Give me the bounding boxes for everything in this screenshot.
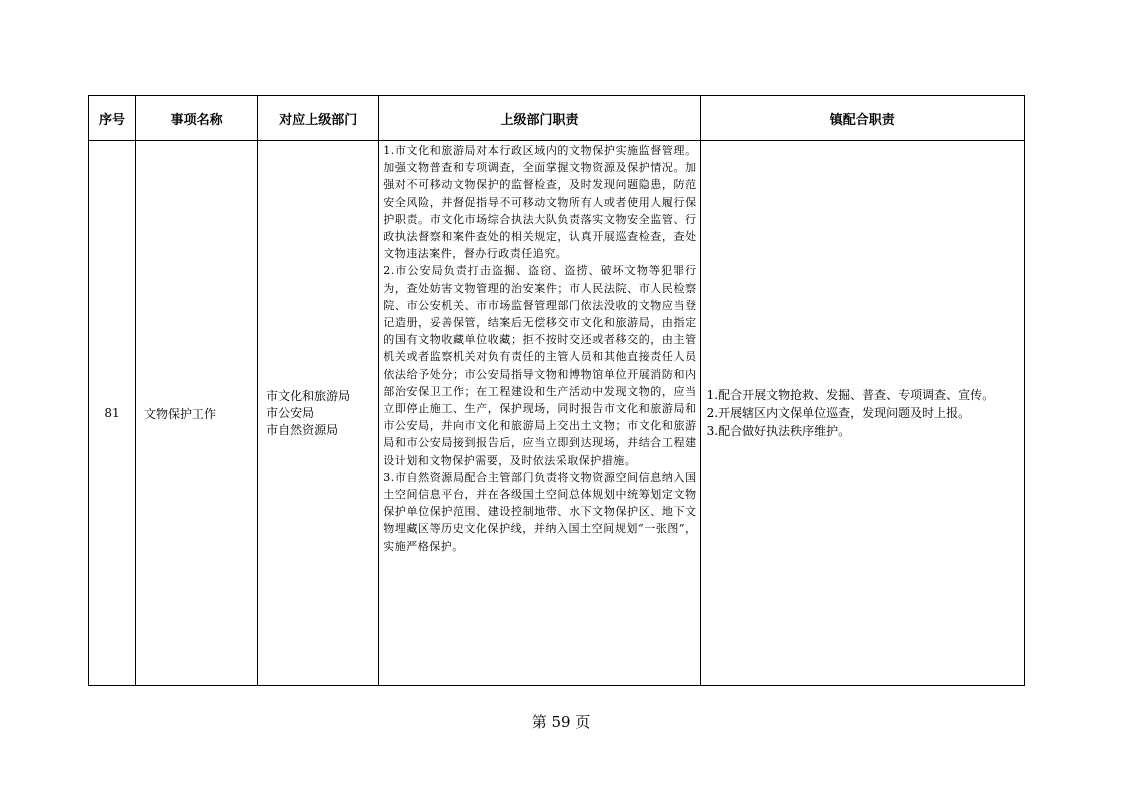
duty-table: [88, 95, 1025, 686]
department-line: 市自然资源局: [266, 422, 339, 437]
town-duties: [700, 141, 1024, 686]
item-name: 文物保护工作: [136, 141, 258, 686]
upper-duty-paragraph: 2.市公安局负责打击盗掘、盗窃、盗捞、破坏文物等犯罪行为，查处妨害文物管理的治安案件；市人民法院、市人民检察院、市公安机关、市市场监督管理部门依法没收的文物应当登记造册，妥善保管，结案后无偿移交市文化和旅游局，由指定的国有文物收藏单位收藏；拒不按时交还或者移交的，由主管机关或者监察机关对负有责任的主管人员和其他直接责任人员依法给予处分；市公安局指导文物和博物馆单位开展消防和内部治安保卫工作；在工程建设和生产活动中发现文物的，应当立即停止施工、生产，保护现场，同时报告市文化和旅游局和市公安局，并向市文化和旅游局上交出土文物；市文化和旅游局和市公安局接到报告后，应当立即到达现场，并结合工程建设计划和文物保护需要，及时依法采取保护措施。: [383, 264, 697, 467]
header-item-name: 事项名称: [136, 96, 258, 141]
header-row: [89, 96, 1025, 141]
upper-departments: [258, 141, 379, 686]
upper-duties: [379, 141, 700, 686]
town-duty-item: 3.配合做好执法秩序维护。: [706, 424, 851, 438]
town-duty-item: 2.开展辖区内文保单位巡查，发现问题及时上报。: [706, 406, 971, 420]
header-upper-duties: 上级部门职责: [379, 96, 700, 141]
row-number: 81: [89, 141, 136, 686]
town-duty-item: 1.配合开展文物抢救、发掘、普查、专项调查、宣传。: [706, 388, 995, 402]
upper-duty-paragraph: 3.市自然资源局配合主管部门负责将文物资源空间信息纳入国土空间信息平台，并在各级国土空间总体规划中统筹划定文物保护单位保护范围、建设控制地带、水下文物保护区、地下文物埋藏区等历史文化保护线，并纳入国土空间规划“一张图”，实施严格保护。: [383, 470, 697, 553]
header-town-duties: 镇配合职责: [700, 96, 1024, 141]
header-no: 序号: [89, 96, 136, 141]
department-line: 市公安局: [266, 405, 315, 420]
table-row: [89, 141, 1025, 686]
department-line: 市文化和旅游局: [266, 388, 351, 403]
header-upper-department: 对应上级部门: [258, 96, 379, 141]
page-number: 第 59 页: [531, 713, 591, 731]
upper-duty-paragraph: 1.市文化和旅游局对本行政区域内的文物保护实施监督管理。加强文物普查和专项调查，全面掌握文物资源及保护情况。加强对不可移动文物保护的监督检查，及时发现问题隐患，防范安全风险，并督促指导不可移动文物所有人或者使用人履行保护职责。市文化市场综合执法大队负责落实文物安全监管、行政执法督察和案件查处的相关规定，认真开展巡查检查，查处文物违法案件，督办行政责任追究。: [383, 144, 697, 261]
